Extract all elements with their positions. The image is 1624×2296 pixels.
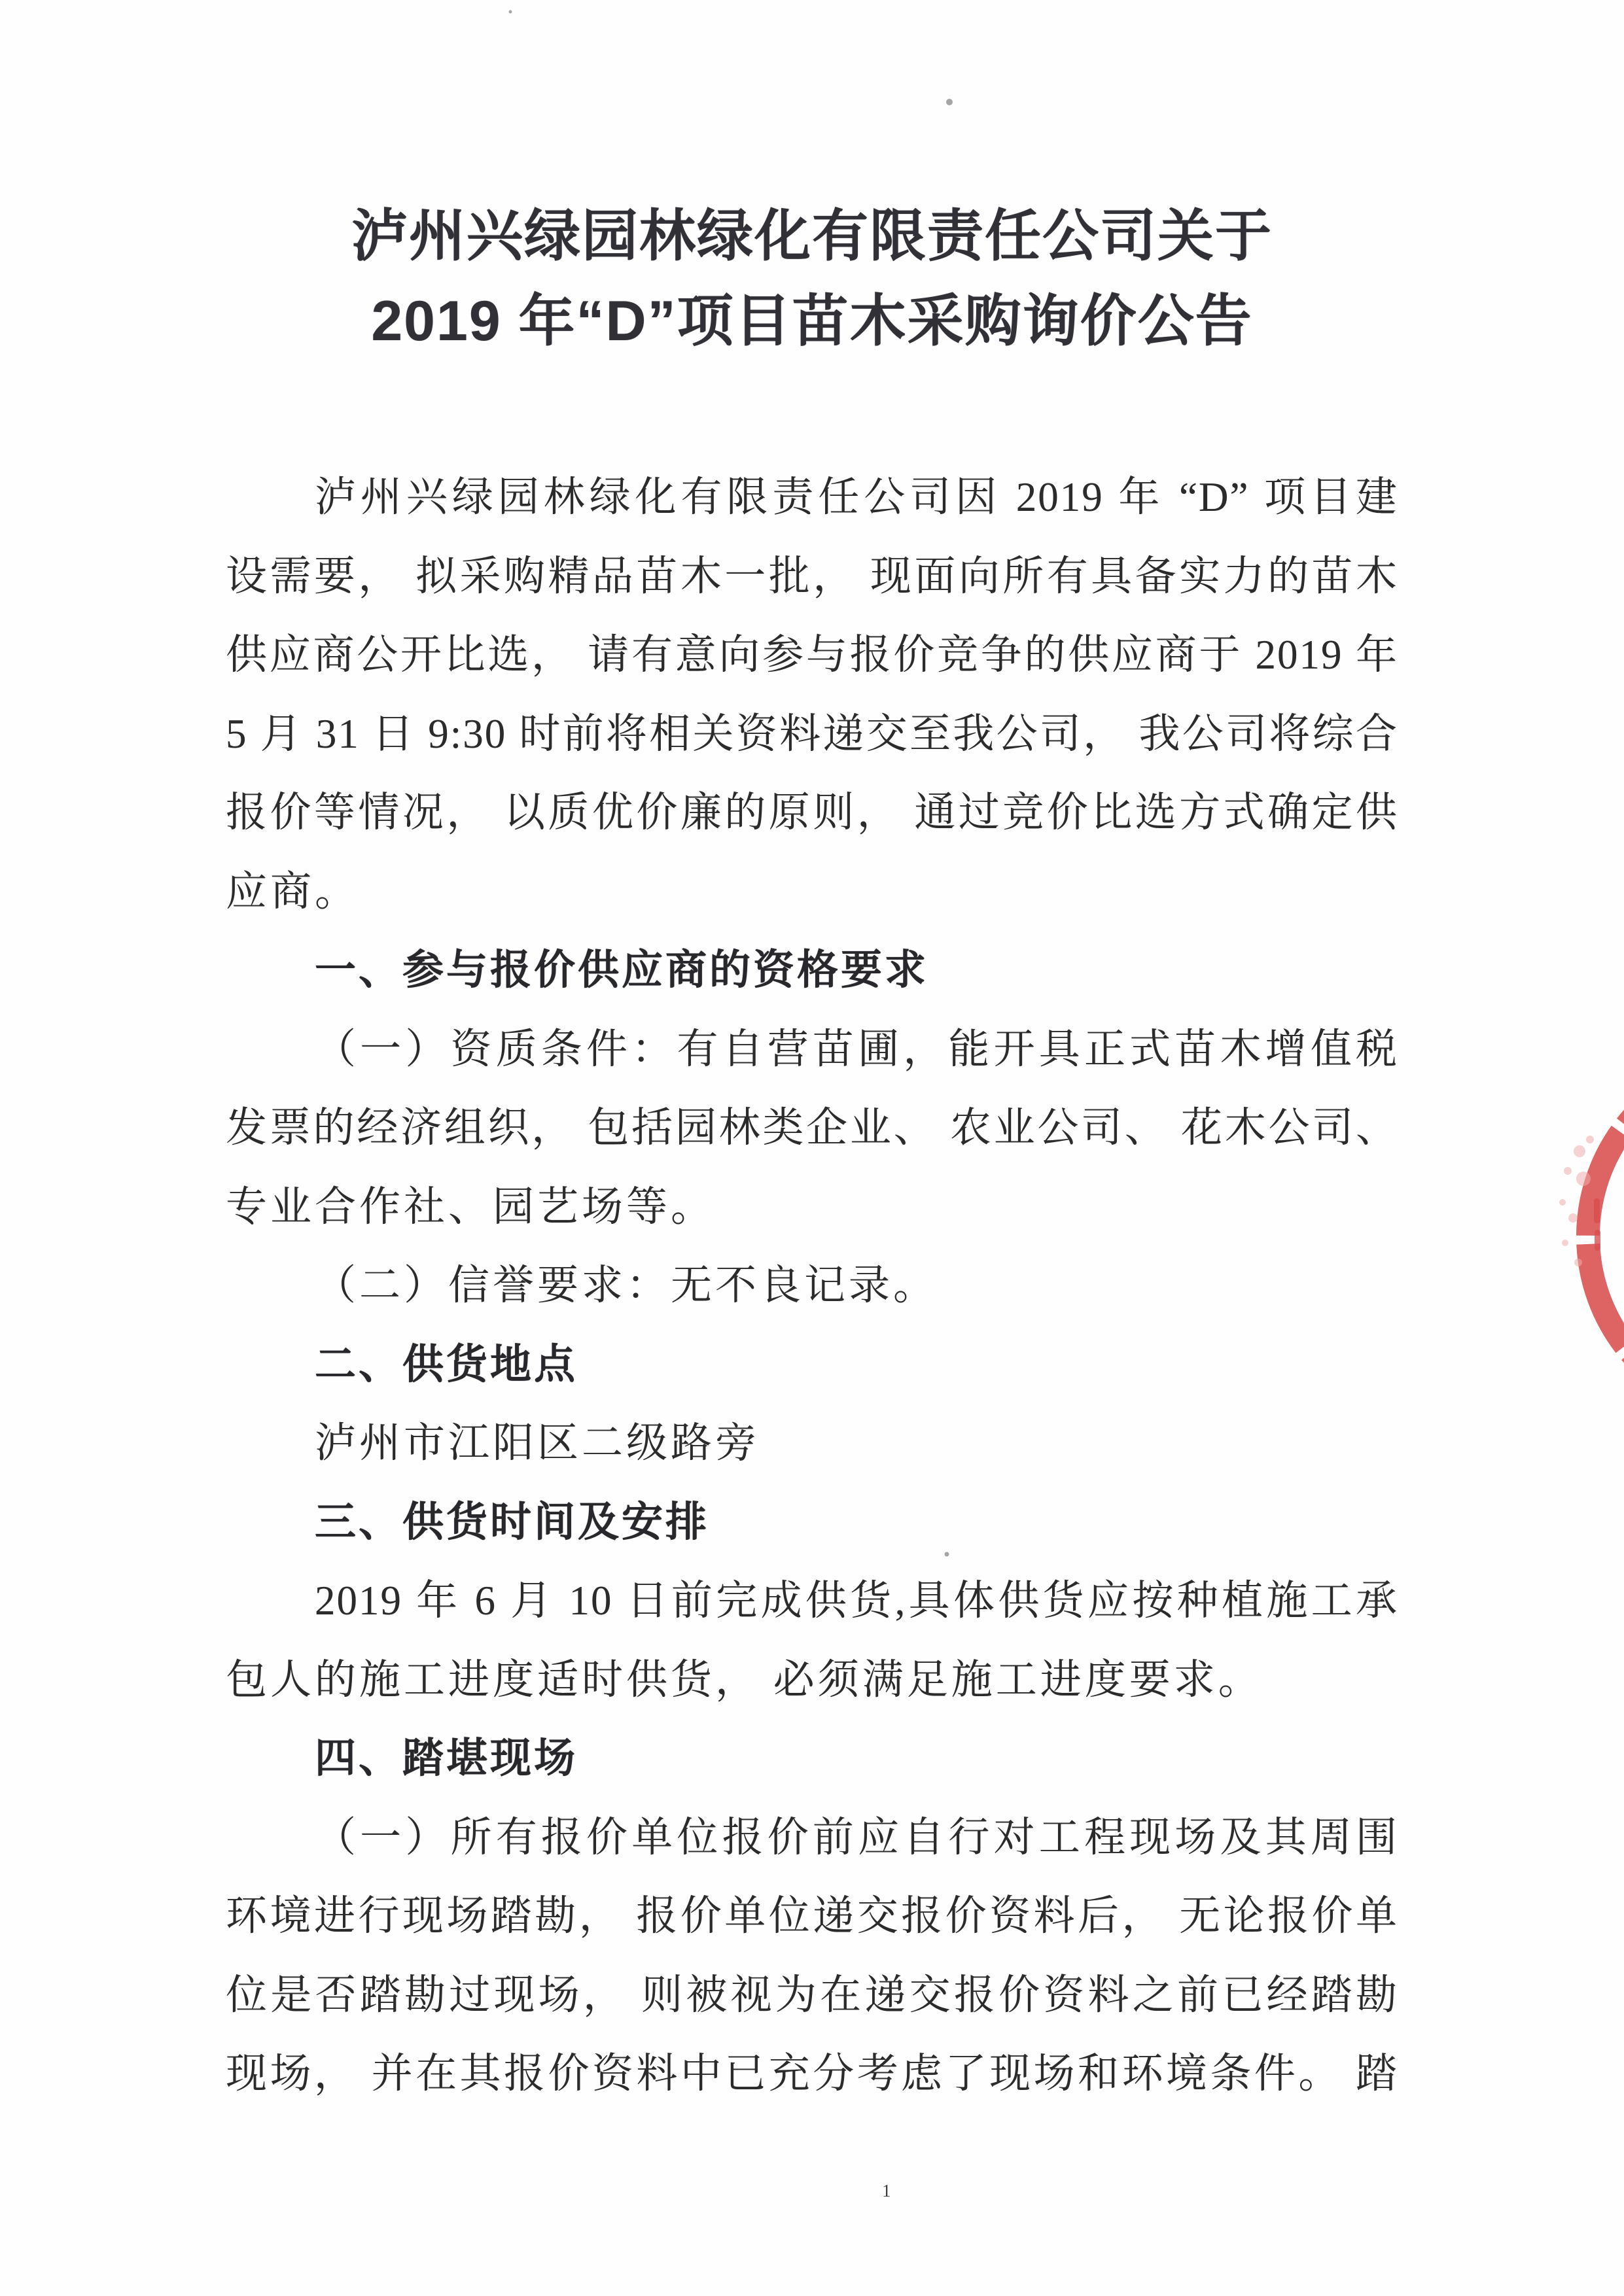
title-line-2: 2019 年“D”项目苗木采购询价公告: [371, 290, 1253, 353]
text-line: 泸州市江阳区二级路旁: [315, 1420, 760, 1466]
text-line: 应商。: [226, 868, 359, 914]
text-line: 专业合作社、园艺场等。: [226, 1183, 715, 1230]
page-number: 1: [882, 2181, 891, 2200]
seal-character-fragment: [1594, 1198, 1600, 1223]
text-line: （一）所有报价单位报价前应自行对工程现场及其周围: [315, 1814, 1398, 1860]
text-line: 发票的经济组织， 包括园林类企业、 农业公司、 花木公司、: [226, 1105, 1398, 1151]
text-line: 环境进行现场踏勘， 报价单位递交报价资料后， 无论报价单: [226, 1893, 1398, 1939]
text-line: 包人的施工进度适时供货， 必须满足施工进度要求。: [226, 1656, 1263, 1703]
text-line: 设需要， 拟采购精品苗木一批， 现面向所有具备实力的苗木: [226, 553, 1398, 599]
text-line: 5 月 31 日 9:30 时前将相关资料递交至我公司， 我公司将综合: [226, 710, 1398, 757]
section-heading: 四、踏堪现场: [315, 1735, 578, 1781]
text-line: 现场， 并在其报价资料中已充分考虑了现场和环境条件。 踏: [226, 2051, 1398, 2096]
document-title: [0, 194, 1624, 364]
text-line: 报价等情况， 以质优价廉的原则， 通过竞价比选方式确定供: [226, 790, 1398, 835]
section-heading: 三、供货时间及安排: [315, 1499, 709, 1545]
red-seal-partial: [1559, 1056, 1624, 1416]
text-line: 供应商公开比选， 请有意向参与报价竞争的供应商于 2019 年: [226, 632, 1398, 678]
text-line: （一）资质条件：有自营苗圃，能开具正式苗木增值税: [315, 1026, 1398, 1072]
seal-ring-arc: [1588, 1056, 1624, 1416]
seal-ink-speckles: [1559, 1136, 1594, 1266]
text-line: 位是否踏勘过现场， 则被视为在递交报价资料之前已经踏勘: [226, 1972, 1398, 2018]
section-heading: 二、供货地点: [315, 1341, 578, 1387]
body-text: [226, 458, 1398, 2113]
text-line: 2019 年 6 月 10 日前完成供货,具体供货应按种植施工承: [315, 1578, 1398, 1624]
section-heading: 一、参与报价供应商的资格要求: [315, 947, 928, 993]
seal-character-fragment: [1595, 1230, 1600, 1251]
text-line: 泸州兴绿园林绿化有限责任公司因 2019 年 “D” 项目建: [315, 474, 1398, 520]
title-line-1: 泸州兴绿园林绿化有限责任公司关于: [351, 205, 1273, 268]
text-line: （二）信誉要求：无不良记录。: [315, 1262, 938, 1308]
